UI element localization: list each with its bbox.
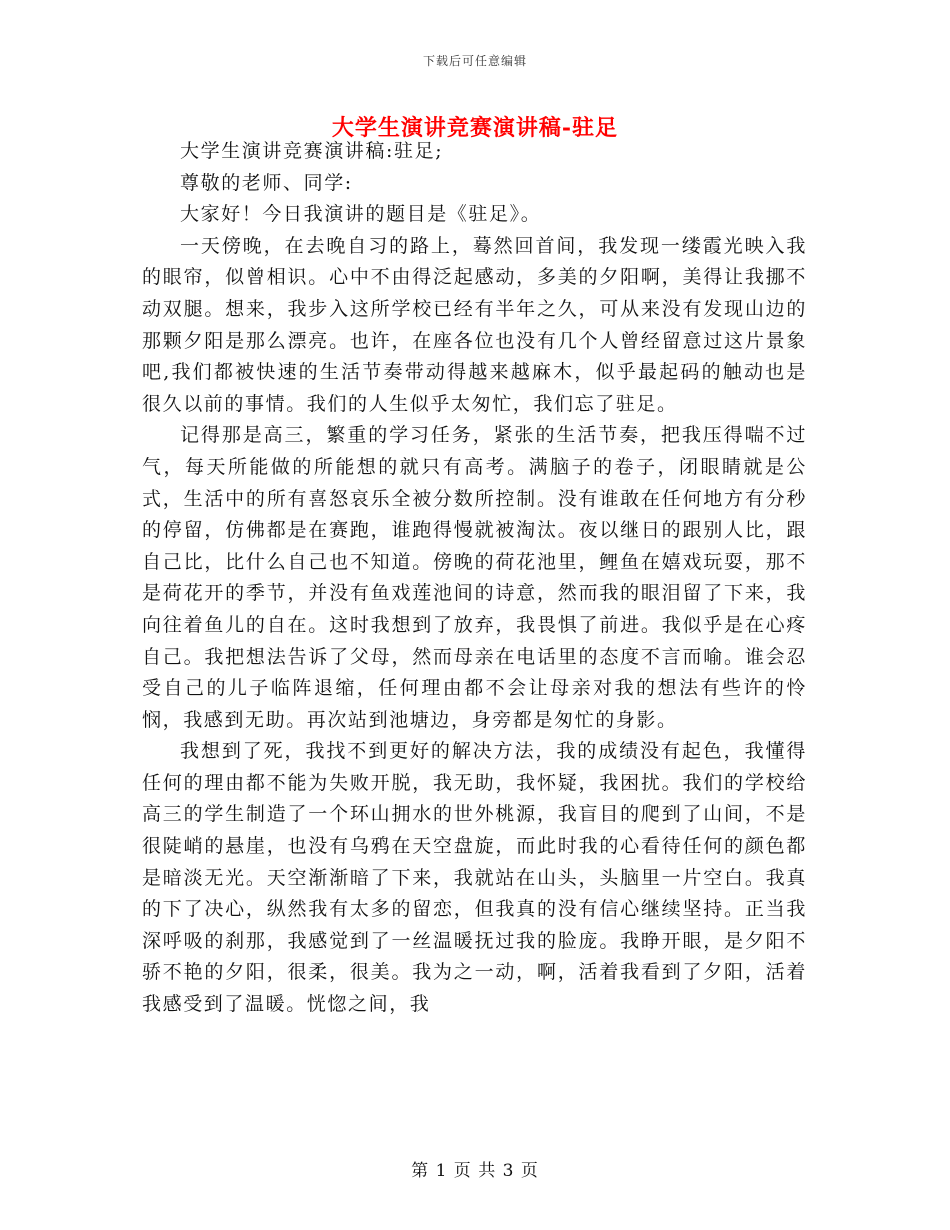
paragraph-subtitle: 大学生演讲竞赛演讲稿:驻足; [180, 140, 444, 162]
paragraph-greeting: 大家好！今日我演讲的题目是《驻足》。 [180, 203, 542, 226]
document-body [142, 136, 807, 1021]
paragraph-body-2: 记得那是高三，繁重的学习任务，紧张的生活节奏，把我压得喘不过气，每天所能做的所能想的就只有高考。满脑子的卷子，闭眼睛就是公式，生活中的所有喜怒哀乐全被分数所控制。没有谁敢在任何地方有分秒的停留，仿佛都是在赛跑，谁跑得慢就被淘汰。夜以继日的跟别人比，跟自己比，比什么自己也不知道。傍晚的荷花池里，鲤鱼在嬉戏玩耍，那不是荷花开的季节，并没有鱼戏莲池间的诗意，然而我的眼泪留了下来，我向往着鱼儿的自在。这时我想到了放弃，我畏惧了前进。我似乎是在心疼自己。我把想法告诉了父母，然而母亲在电话里的态度不言而喻。谁会忍受自己的儿子临阵退缩，任何理由都不会让母亲对我的想法有些许的怜悯，我感到无助。再次站到池塘边，身旁都是匆忙的身影。 [142, 424, 807, 731]
document-title: 大学生演讲竞赛演讲稿-驻足 [331, 115, 619, 141]
page-footer [0, 1156, 950, 1181]
paragraph-body-3: 我想到了死，我找不到更好的解决方法，我的成绩没有起色，我懂得任何的理由都不能为失败开脱，我无助，我怀疑，我困扰。我们的学校给高三的学生制造了一个环山拥水的世外桃源，我盲目的爬到了山间，不是很陡峭的悬崖，也没有乌鸦在天空盘旋，而此时我的心看待任何的颜色都是暗淡无光。天空渐渐暗了下来，我就站在山头，头脑里一片空白。我真的下了决心，纵然我有太多的留恋，但我真的没有信心继续坚持。正当我深呼吸的刹那，我感觉到了一丝温暖抚过我的脸庞。我睁开眼，是夕阳不骄不艳的夕阳，很柔，很美。我为之一动，啊，活着我看到了夕阳，活着我感受到了温暖。恍惚之间，我 [142, 740, 807, 1016]
paragraph-body-1: 一天傍晚，在去晚自习的路上，蓦然回首间，我发现一缕霞光映入我的眼帘，似曾相识。心中不由得泛起感动，多美的夕阳啊，美得让我挪不动双腿。想来，我步入这所学校已经有半年之久，可从来没有发现山边的那颗夕阳是那么漂亮。也许，在座各位也没有几个人曾经留意过这片景象吧,我们都被快速的生活节奏带动得越来越麻木，似乎最起码的触动也是很久以前的事情。我们的人生似乎太匆忙，我们忘了驻足。 [142, 234, 807, 415]
header-note: 下载后可任意编辑 [422, 54, 527, 68]
paragraph-salutation: 尊敬的老师、同学: [180, 171, 353, 194]
page-number-label: 第 1 页 共 3 页 [411, 1161, 539, 1181]
